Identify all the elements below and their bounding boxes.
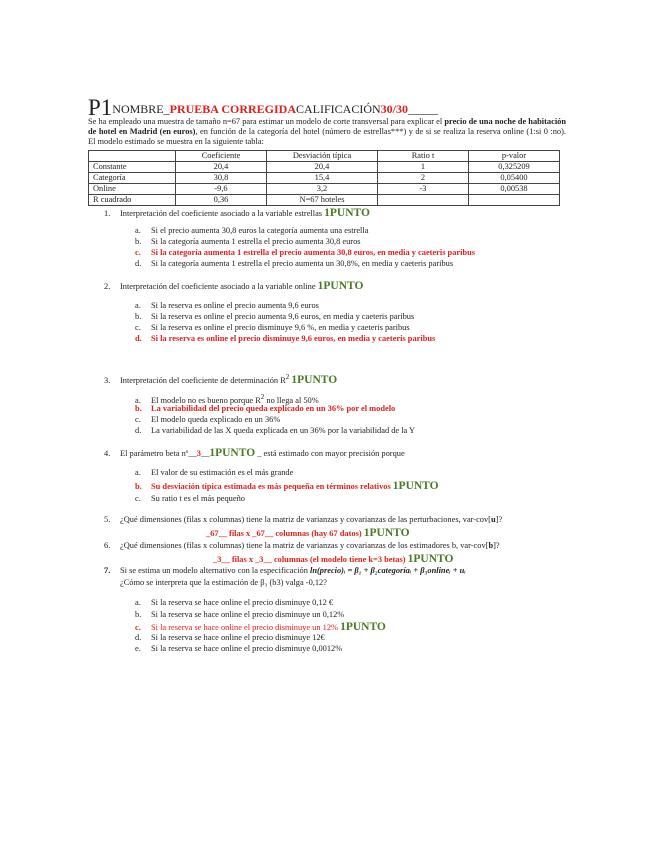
table-cell: [469, 195, 560, 206]
q2-option-b: [135, 312, 414, 322]
table-cell: Constante: [89, 162, 176, 173]
table-row: [89, 173, 560, 184]
table-cell: 1: [378, 162, 469, 173]
table-cell: -9,6: [176, 184, 267, 195]
question-text: ¿Qué dimensiones (filas x columnas) tiene la matriz de varianzas y covarianzas de los estimadores b, var-cov[: [120, 541, 489, 550]
option-text: Si la reserva se hace online el precio disminuye un 0,12%: [151, 610, 345, 619]
table-cell: 30,8: [176, 173, 267, 184]
q2-option-c: [135, 323, 410, 333]
option-text: Su ratio t es el más pequeño: [151, 494, 245, 503]
question-bold: u: [490, 515, 496, 524]
option-letter: c.: [135, 415, 141, 424]
option-text: El modelo queda explicado en un 36%: [151, 415, 281, 424]
table-cell: 20,4: [176, 162, 267, 173]
option-text: Si la reserva es online el precio aumenta 9,6 euros, en media y caeteris paribus: [151, 312, 415, 321]
q4-option-a: [135, 468, 293, 478]
option-text: Si la reserva es online el precio disminuye 9,6 euros, en media y caeteris paribus: [151, 334, 436, 343]
option-text: Si el precio aumenta 30,8 euros la categoría aumenta una estrella: [151, 226, 369, 235]
table-cell: [378, 195, 469, 206]
q1-option-d: [135, 259, 453, 269]
option-text: Si la reserva es online el precio aumenta 9,6 euros: [151, 301, 319, 310]
question-text: Interpretación del coeficiente asociado a la variable estrellas: [120, 209, 323, 218]
answer-text: _67__ filas x _67__ columnas (hay 67 datos): [206, 529, 362, 538]
answer-blank: 3: [196, 449, 201, 458]
option-letter: b.: [135, 610, 142, 619]
q1-option-c-correct: [135, 248, 475, 258]
option-text: Si la reserva se hace online el precio disminuye 0,12 €: [151, 598, 334, 607]
option-text: Si la reserva se hace online el precio disminuye 0,0012%: [151, 644, 343, 653]
option-letter: d.: [135, 259, 142, 268]
table-cell: 2: [378, 173, 469, 184]
option-letter: a.: [135, 395, 141, 405]
option-letter: a.: [135, 301, 141, 310]
table-cell: 0,325209: [469, 162, 560, 173]
points-label: 1PUNTO: [363, 527, 410, 539]
question-7: [104, 566, 466, 576]
option-text: Si la reserva se hace online el precio disminuye un 12%: [151, 623, 338, 632]
question-text: __: [200, 449, 210, 458]
option-letter: b.: [135, 404, 142, 413]
option-text: Si la categoría aumenta 1 estrella el precio aumenta un 30,8%, en media y caeteris paribus: [151, 259, 454, 268]
q1-option-a: [135, 226, 368, 236]
table-cell: -3: [378, 184, 469, 195]
question-text: ¿Cómo se interpreta que la estimación de β₃ (b3) valga -0,12?: [120, 578, 327, 587]
table-cell: 0,00538: [469, 184, 560, 195]
option-letter: a.: [135, 598, 141, 607]
option-text: El modelo no es bueno porque R: [151, 395, 261, 405]
nombre-value: PRUEBA CORREGIDA: [169, 102, 296, 116]
question-text: _ está estimado con mayor precisión porque: [255, 449, 405, 458]
option-letter: c.: [135, 623, 141, 632]
q5-answer: [206, 527, 410, 541]
question-number: 2.: [104, 282, 111, 291]
q7-option-d: [135, 633, 325, 643]
option-text: Su desviación típica estimada es más pequeña en términos relativos: [151, 482, 391, 491]
q6-answer: [213, 553, 453, 567]
question-text: El parámetro beta nº__: [120, 449, 197, 458]
points-label: 1PUNTO: [291, 373, 338, 386]
question-5: [104, 515, 502, 525]
points-label: 1PUNTO: [340, 621, 386, 633]
points-label: 1PUNTO: [324, 207, 370, 219]
table-cell: Online: [89, 184, 176, 195]
table-header: [89, 151, 176, 162]
intro-paragraph: [88, 117, 566, 147]
question-1: [104, 207, 370, 221]
question-number: 3.: [104, 375, 111, 385]
option-letter: d.: [135, 633, 142, 642]
table-cell: R cuadrado: [89, 195, 176, 206]
option-letter: c.: [135, 494, 141, 503]
table-header: Desviación típica: [267, 151, 378, 162]
table-header: p-valor: [469, 151, 560, 162]
intro-text-2: , en función de la categoría del hotel (número de estrellas***) y de si se realiza la reserva online (1:si 0 :no). El modelo estimado se muestra en la siguiente tabla:: [88, 127, 566, 147]
question-text: ]?: [493, 541, 500, 550]
option-text: La variabilidad de las X queda explicada en un 36% por la variabilidad de la Y: [151, 426, 416, 435]
question-number: 5.: [104, 515, 111, 524]
superscript: 2: [285, 373, 290, 381]
option-text: Si la reserva es online el precio disminuye 9,6 %, en media y caeteris paribus: [151, 323, 410, 332]
option-letter: b.: [135, 482, 142, 491]
table-cell: 20,4: [267, 162, 378, 173]
table-row: [89, 195, 560, 206]
regression-table: [88, 150, 560, 206]
q3-option-b-correct: [135, 404, 395, 414]
option-text: Si la categoría aumenta 1 estrella el precio aumenta 30,8 euros, en media y caeteris paribus: [151, 248, 476, 257]
question-text: Interpretación del coeficiente de determinación R: [120, 375, 286, 385]
intro-bold: precio de una noche de habitación de hotel en Madrid (en euros): [88, 117, 567, 137]
option-text: La variabilidad del precio queda explicado en un 36% por el modelo: [151, 404, 396, 413]
calificacion-value: 30/30: [380, 102, 409, 116]
option-letter: a.: [135, 468, 141, 477]
question-number: 4.: [104, 449, 111, 458]
answer-text: _3__ filas x _3__ columnas (el modelo tiene k=3 betas): [213, 555, 406, 564]
q3-option-c: [135, 415, 280, 425]
option-text: Si la categoría aumenta 1 estrella el precio aumenta 30,8 euros: [151, 237, 361, 246]
option-letter: a.: [135, 226, 141, 235]
q2-option-a: [135, 301, 319, 311]
option-text: no llega al 50%: [264, 395, 319, 405]
calificacion-label: CALIFICACIÓN: [296, 102, 381, 116]
table-header: Coeficiente: [176, 151, 267, 162]
problem-number: P1: [88, 95, 113, 120]
question-number: 1.: [104, 209, 111, 218]
option-letter: c.: [135, 323, 141, 332]
table-row: [89, 184, 560, 195]
option-letter: d.: [135, 426, 142, 435]
question-3: [104, 373, 337, 388]
question-number: 6.: [104, 541, 111, 550]
table-header-row: [89, 151, 560, 162]
question-4: [104, 447, 405, 461]
question-text: ¿Qué dimensiones (filas x columnas) tiene la matriz de varianzas y covarianzas de las perturbaciones, var-cov[: [120, 515, 491, 524]
question-number: 7.: [104, 566, 111, 575]
question-6: [104, 541, 500, 551]
q2-option-d-correct: [135, 334, 435, 344]
question-7-line2: [120, 578, 327, 588]
option-letter: e.: [135, 644, 141, 653]
points-label: 1PUNTO: [392, 480, 439, 492]
intro-text-1: Se ha empleado una muestra de tamaño n=67 para estimar un modelo de corte transversal para explicar el: [88, 117, 445, 126]
option-text: El valor de su estimación es el más grande: [151, 468, 294, 477]
table-cell: 15,4: [267, 173, 378, 184]
option-letter: b.: [135, 312, 142, 321]
q1-option-b: [135, 237, 361, 247]
question-text: Si se estima un modelo alternativo con la especificación: [120, 566, 308, 575]
model-formula: ln(precio)ᵢ = β₁ + β₂categoríaᵢ + β₃onlineᵢ + uᵢ: [310, 566, 466, 575]
option-letter: b.: [135, 237, 142, 246]
table-cell: 3,2: [267, 184, 378, 195]
nombre-label: NOMBRE_: [112, 102, 170, 116]
q7-option-e: [135, 644, 342, 654]
points-label: 1PUNTO: [407, 553, 454, 565]
option-letter: c.: [135, 248, 141, 257]
option-letter: d.: [135, 334, 142, 343]
table-cell: Categoría: [89, 173, 176, 184]
question-bold: b: [488, 541, 494, 550]
q4-option-c: [135, 494, 245, 504]
question-2: [104, 280, 363, 294]
table-cell: 0,05400: [469, 173, 560, 184]
q7-option-a: [135, 598, 333, 608]
points-label: 1PUNTO: [317, 280, 364, 292]
question-text: Interpretación del coeficiente asociado a la variable online: [120, 282, 316, 291]
table-cell: N=67 hoteles: [267, 195, 378, 206]
option-text: Si la reserva se hace online el precio disminuye 12€: [151, 633, 325, 642]
table-cell: 0,36: [176, 195, 267, 206]
table-row: [89, 162, 560, 173]
superscript: 2: [260, 393, 265, 401]
q4-option-b-correct: [135, 480, 439, 494]
q7-option-b: [135, 610, 344, 620]
question-text: ]?: [495, 515, 503, 524]
header-underline: _____: [408, 102, 439, 116]
table-header: Ratio t: [378, 151, 469, 162]
q3-option-d: [135, 426, 415, 436]
points-label: 1PUNTO: [209, 447, 256, 459]
